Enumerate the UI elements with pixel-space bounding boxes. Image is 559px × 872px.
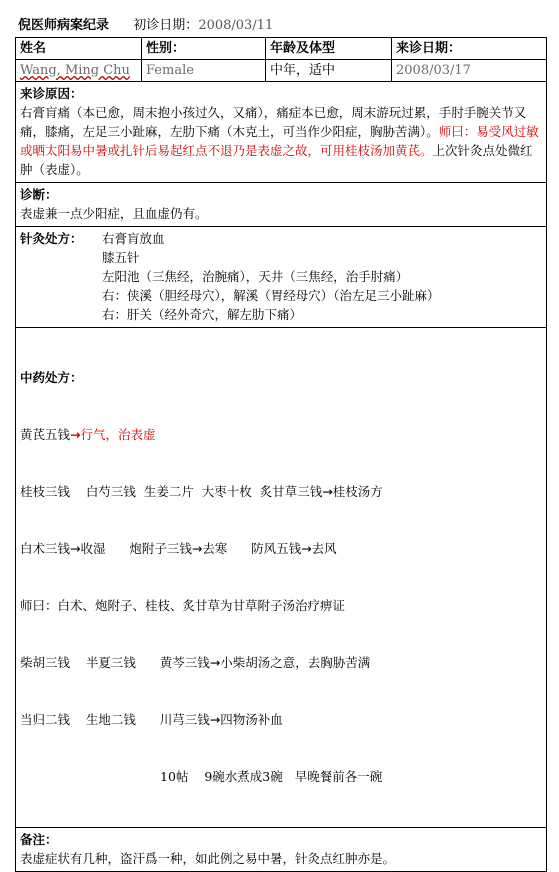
reason-text-red: 师曰：易受风过敏或晒太阳易中暑或扎针后易起红点不退乃是表虚之故，可用桂枝汤加黄芪。 bbox=[20, 124, 539, 158]
first-visit-label: 初诊日期： bbox=[133, 18, 199, 33]
diagnosis-section bbox=[16, 183, 546, 227]
herbal-section bbox=[16, 328, 546, 828]
dosage-water: 9 bbox=[204, 769, 213, 784]
acupuncture-item: 右：侠溪（胆经母穴），解溪（胃经母穴）（治左足三小趾麻） bbox=[102, 288, 440, 303]
herbal-line-1-arrow: → bbox=[70, 427, 81, 442]
info-label-row bbox=[16, 38, 546, 60]
name-label: 姓名 bbox=[16, 38, 142, 59]
reason-text-tail: 上次针灸点处微红肿（表虚）。 bbox=[20, 143, 533, 177]
acupuncture-label: 针灸处方： bbox=[20, 231, 83, 246]
acupuncture-item: 左阳池（三焦经，治腕痛），天井（三焦经，治手肘痛） bbox=[102, 269, 409, 284]
herbal-line-1 bbox=[20, 425, 542, 444]
dosage-schedule: 早晚餐前各一碗 bbox=[294, 769, 383, 784]
document-header bbox=[18, 14, 273, 33]
notes-section bbox=[16, 828, 546, 871]
dosage-bowls: 3 bbox=[262, 769, 271, 784]
herbal-line-1-note: 行气，治表虚 bbox=[80, 427, 156, 442]
herbal-line-5: 柴胡三钱 半夏三钱 黄芩三钱→小柴胡汤之意，去胸胁苦满 bbox=[20, 655, 371, 670]
patient-visit-date: 2008/03/17 bbox=[396, 63, 471, 78]
acupuncture-section bbox=[16, 227, 546, 328]
reason-text-plain: 右膏肓痛（本已愈，周末抱小孩过久，又痛），痛症本已愈，周末游玩过累，手肘手腕关节又痛，膝痛，左足三小趾麻，左肋下痛（木克土，可当作少阳症，胸胁苦满）。 bbox=[20, 105, 527, 139]
patient-age-body: 中年，适中 bbox=[266, 60, 392, 81]
acupuncture-item: 右：肝关（经外奇穴，解左肋下痛） bbox=[102, 307, 303, 322]
diagnosis-label: 诊断： bbox=[20, 187, 58, 202]
herbal-line-1-herb: 黄芪五钱 bbox=[20, 427, 71, 442]
gender-label: 性别： bbox=[142, 38, 266, 59]
reason-section bbox=[16, 82, 546, 183]
age-body-label: 年龄及体型 bbox=[266, 38, 392, 59]
acupuncture-item: 右膏肓放血 bbox=[102, 231, 165, 246]
visit-date-label: 来诊日期： bbox=[396, 41, 462, 56]
dosage-water-unit: 碗水煮成 bbox=[212, 769, 263, 784]
acupuncture-item: 膝五针 bbox=[102, 250, 140, 265]
document-title: 倪医师病案纪录 bbox=[18, 18, 110, 33]
diagnosis-text: 表虚兼一点少阳症，且血虚仍有。 bbox=[20, 206, 208, 221]
notes-label: 备注： bbox=[20, 832, 58, 847]
patient-name bbox=[16, 60, 142, 81]
case-record-table bbox=[15, 37, 547, 872]
herbal-line-4: 师曰：白术、炮附子、桂枝、炙甘草为甘草附子汤治疗痹证 bbox=[20, 598, 346, 613]
info-value-row bbox=[16, 60, 546, 82]
first-visit-date: 2008/03/11 bbox=[198, 18, 274, 33]
herbal-line-2: 桂枝三钱 白芍三钱 生姜二片 大枣十枚 炙甘草三钱→桂枝汤方 bbox=[20, 484, 383, 499]
reason-text bbox=[20, 103, 542, 179]
dosage-bowls-unit: 碗 bbox=[270, 769, 283, 784]
dosage-packs: 10 bbox=[160, 769, 176, 784]
patient-gender: Female bbox=[142, 60, 266, 81]
herbal-line-3: 白术三钱→收湿 炮附子三钱→去寒 防风五钱→去风 bbox=[20, 541, 337, 556]
dosage-packs-unit: 帖 bbox=[175, 769, 189, 784]
acupuncture-list bbox=[102, 229, 542, 324]
reason-label: 来诊原因： bbox=[20, 86, 83, 101]
notes-text: 表虚症状有几种，盗汗爲一种，如此例之易中暑，针灸点红肿亦是。 bbox=[20, 851, 396, 866]
herbal-dosage bbox=[20, 767, 542, 786]
herbal-label: 中药处方： bbox=[20, 370, 83, 385]
patient-name-text: Wang, Ming Chu bbox=[20, 63, 130, 78]
herbal-line-6: 当归二钱 生地二钱 川芎三钱→四物汤补血 bbox=[20, 712, 283, 727]
